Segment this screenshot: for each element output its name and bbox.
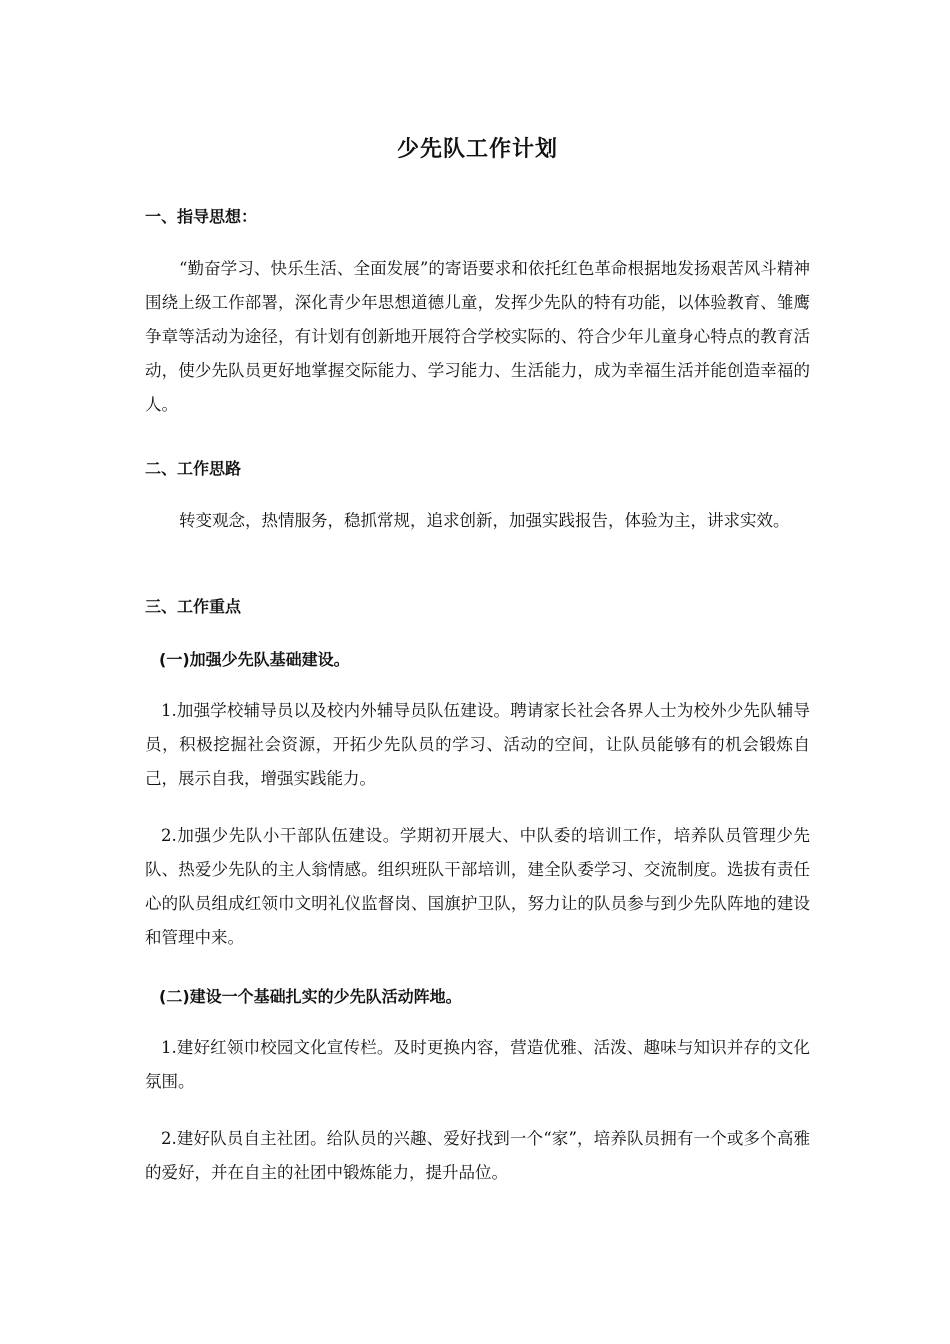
section-heading-guiding-ideology: 一、指导思想： <box>145 207 258 226</box>
subsection-heading-activity-base: (二)建设一个基础扎实的少先队活动阵地。 <box>159 987 462 1006</box>
paragraph-foundation-1: 1.加强学校辅导员以及校内外辅导员队伍建设。聘请家长社会各界人士为校外少先队辅导员，积极挖掘社会资源，开拓少先队员的学习、活动的空间，让队员能够有的机会锻炼自己，展示自我，增强实践能力。 <box>145 701 810 788</box>
paragraph-guiding-ideology: “勤奋学习、快乐生活、全面发展”的寄语要求和依托红色革命根据地发扬艰苦风斗精神围绕上级工作部署，深化青少年思想道德儿童，发挥少先队的特有功能，以体验教育、雏鹰争章等活动为途径，有计划有创新地开展符合学校实际的、符合少年儿童身心特点的教育活动，使少先队员更好地掌握交际能力、学习能力、生活能力，成为幸福生活并能创造幸福的人。 <box>145 259 810 414</box>
paragraph-activity-base-1: 1.建好红领巾校园文化宣传栏。及时更换内容，营造优雅、活泼、趣味与知识并存的文化氛围。 <box>145 1038 810 1091</box>
paragraph-foundation-2: 2.加强少先队小干部队伍建设。学期初开展大、中队委的培训工作，培养队员管理少先队、热爱少先队的主人翁情感。组织班队干部培训，建全队委学习、交流制度。选拔有责任心的队员组成红领巾文明礼仪监督岗、国旗护卫队，努力让的队员参与到少先队阵地的建设和管理中来。 <box>145 826 810 947</box>
section-heading-work-approach: 二、工作思路 <box>145 459 242 478</box>
paragraph-activity-base-2: 2.建好队员自主社团。给队员的兴趣、爱好找到一个“家”，培养队员拥有一个或多个高雅的爱好，并在自主的社团中锻炼能力，提升品位。 <box>145 1129 810 1182</box>
subsection-heading-foundation: (一)加强少先队基础建设。 <box>159 650 350 669</box>
paragraph-work-approach: 转变观念，热情服务，稳抓常规，追求创新，加强实践报告，体验为主，讲求实效。 <box>179 511 790 530</box>
section-heading-work-focus: 三、工作重点 <box>145 597 242 616</box>
page-title: 少先队工作计划 <box>396 137 558 162</box>
